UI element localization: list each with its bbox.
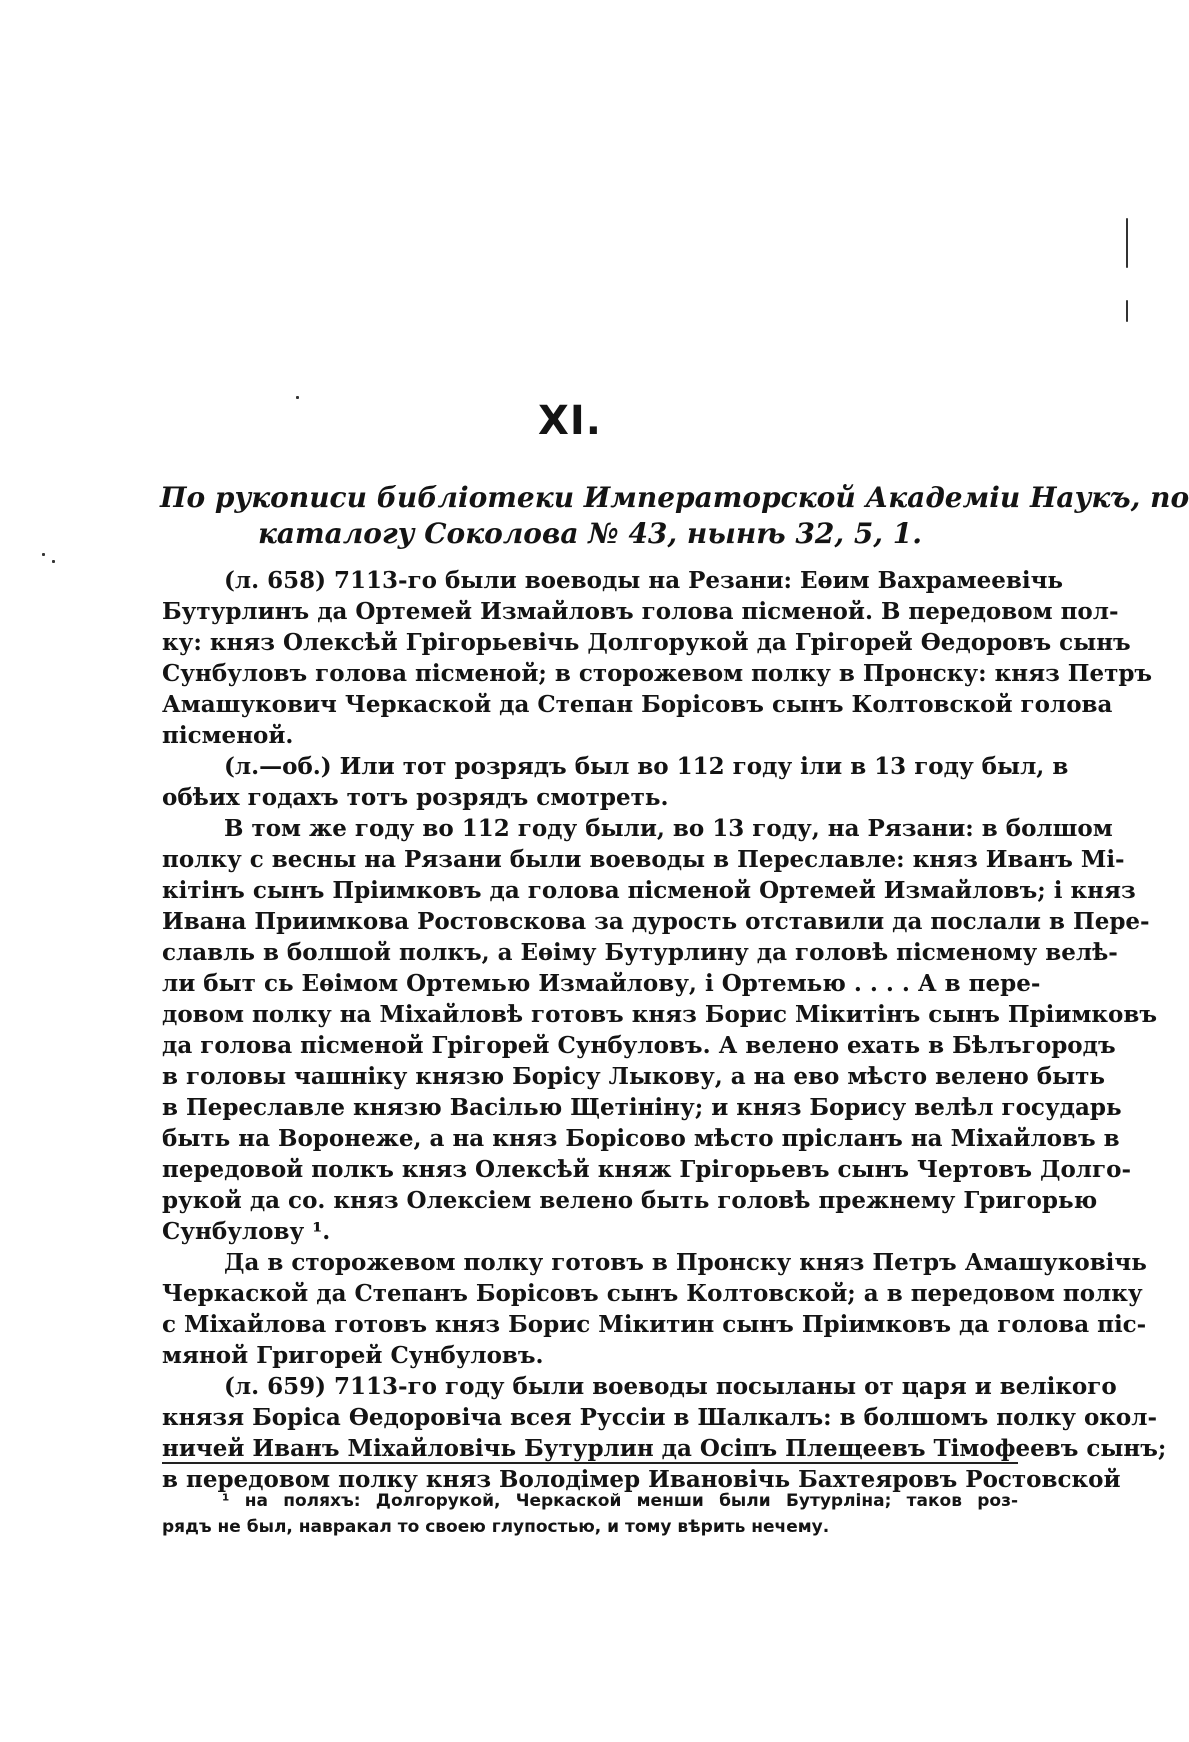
scan-speck bbox=[1126, 218, 1128, 268]
text-line: (л.—об.) Или тот розрядъ был во 112 году іли в 13 году был, в bbox=[224, 753, 1069, 780]
text-line: ничей Иванъ Міхайловічь Бутурлин да Осіпъ Плещеевъ Тімофеевъ сынъ; bbox=[162, 1435, 1167, 1462]
heading-line: По рукописи библіотеки Императорской Академіи Наукъ, по bbox=[160, 481, 1189, 514]
text-line: ку: княз Олексѣй Грігорьевічь Долгорукой да Грігорей Ѳедоровъ сынъ bbox=[162, 629, 1131, 656]
text-line: Черкаской да Степанъ Борісовъ сынъ Колтовской; а в передовом полку bbox=[162, 1280, 1143, 1307]
text-line: славль в болшой полкъ, а Еѳіму Бутурлину да головѣ пісменому велѣ- bbox=[162, 939, 1118, 966]
text-line: мяной Григорей Сунбуловъ. bbox=[162, 1342, 544, 1369]
footnote-divider bbox=[162, 1462, 1018, 1464]
text-line: Сунбуловъ голова пісменой; в сторожевом полку в Пронску: княз Петръ bbox=[162, 660, 1153, 687]
text-line: быть на Воронеже, а на княз Борісово мѣсто прісланъ на Міхайловъ в bbox=[162, 1125, 1120, 1152]
text-line: (л. 658) 7113-го были воеводы на Резани: Еѳим Вахрамеевічь bbox=[224, 567, 1064, 594]
chapter-number: XI. bbox=[538, 398, 602, 444]
scan-speck bbox=[52, 560, 55, 563]
footnote-line: ¹ на поляхъ: Долгорукой, Черкаской менши были Бутурліна; таков роз- bbox=[222, 1491, 1018, 1511]
section-heading bbox=[160, 480, 1189, 552]
heading-line: каталогу Соколова № 43, нынѣ 32, 5, 1. bbox=[257, 517, 923, 550]
footnote-line: рядъ не был, навракал то своею глупостью, и тому вѣрить нечему. bbox=[162, 1517, 830, 1537]
text-line: Ивана Приимкова Ростовскова за дурость отставили да послали в Пере- bbox=[162, 908, 1150, 935]
footnote bbox=[162, 1488, 1018, 1540]
text-line: обѣих годахъ тотъ розрядъ смотреть. bbox=[162, 784, 669, 811]
text-line: довом полку на Міхайловѣ готовъ княз Борис Мікитінъ сынъ Пріимковъ bbox=[162, 1001, 1158, 1028]
text-line: (л. 659) 7113-го году были воеводы посыланы от царя и велікого bbox=[224, 1373, 1117, 1400]
text-line: в головы чашніку князю Борісу Лыкову, а на ево мѣсто велено быть bbox=[162, 1063, 1105, 1090]
text-line: князя Боріса Ѳедоровіча всея Руссіи в Шалкалъ: в болшомъ полку окол- bbox=[162, 1404, 1158, 1431]
text-line: В том же году во 112 году были, во 13 году, на Рязани: в болшом bbox=[224, 815, 1113, 842]
scan-speck bbox=[1126, 300, 1128, 322]
text-line: в передовом полку княз Володімер Ивановічь Бахтеяровъ Ростовской bbox=[162, 1466, 1121, 1493]
text-line: Амашукович Черкаской да Степан Борісовъ сынъ Колтовской голова bbox=[162, 691, 1113, 718]
body-text bbox=[162, 565, 1167, 1495]
text-line: полку с весны на Рязани были воеводы в Переславле: княз Иванъ Мі- bbox=[162, 846, 1125, 873]
scan-speck bbox=[296, 396, 299, 399]
text-line: да голова пісменой Грігорей Сунбуловъ. А велено ехать в Бѣлъгородъ bbox=[162, 1032, 1116, 1059]
text-line: ли быт сь Еѳімом Ортемью Измайлову, і Ортемью . . . . А в пере- bbox=[162, 970, 1041, 997]
text-line: передовой полкъ княз Олексѣй княж Грігорьевъ сынъ Чертовъ Долго- bbox=[162, 1156, 1131, 1183]
text-line: Бутурлинъ да Ортемей Измайловъ голова пісменой. В передовом пол- bbox=[162, 598, 1119, 625]
text-line: Сунбулову ¹. bbox=[162, 1218, 331, 1245]
text-line: пісменой. bbox=[162, 722, 294, 749]
text-line: с Міхайлова готовъ княз Борис Мікитин сынъ Пріимковъ да голова піс- bbox=[162, 1311, 1147, 1338]
text-line: в Переславле князю Васілью Щетініну; и княз Борису велѣл государь bbox=[162, 1094, 1122, 1121]
text-line: Да в сторожевом полку готовъ в Пронску княз Петръ Амашуковічь bbox=[224, 1249, 1147, 1276]
text-line: кітінъ сынъ Пріимковъ да голова пісменой Ортемей Измайловъ; і княз bbox=[162, 877, 1136, 904]
scan-speck bbox=[42, 553, 45, 556]
text-line: рукой да со. княз Олексіем велено быть головѣ прежнему Григорью bbox=[162, 1187, 1098, 1214]
